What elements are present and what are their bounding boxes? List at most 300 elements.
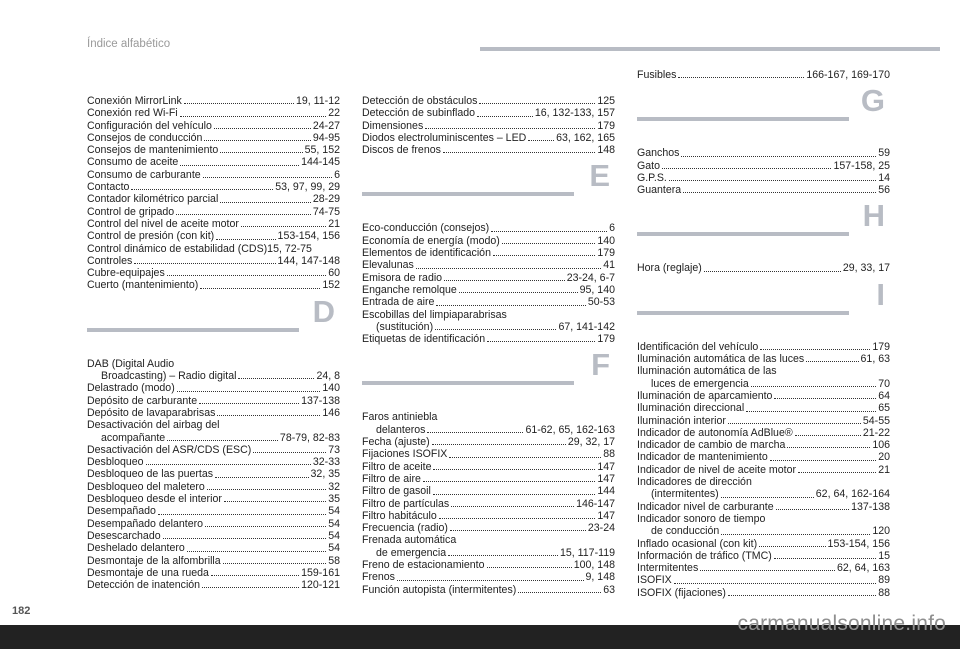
index-entry-line (87, 181, 340, 193)
index-entry (637, 69, 890, 81)
index-term: Emisora de radio (362, 271, 443, 284)
index-entry-line (87, 95, 340, 107)
index-term: Etiquetas de identificación (362, 333, 486, 346)
dot-leader (217, 415, 320, 416)
dot-leader (774, 558, 876, 559)
index-term: Freno de estacionamiento (362, 559, 485, 572)
index-entry-line (362, 296, 615, 308)
header-title: Índice alfabético (87, 38, 171, 50)
index-term: Iluminación direccional (637, 402, 745, 415)
page-reference: 106 (872, 439, 890, 452)
page-reference: 63 (603, 583, 615, 596)
page-reference: 54 (328, 529, 340, 542)
index-entry-line (87, 370, 340, 382)
dot-leader (180, 165, 299, 166)
index-entry (362, 120, 615, 132)
page-reference: 56 (878, 184, 890, 197)
page-reference: 153-154, 156 (277, 230, 340, 243)
index-entry (87, 382, 340, 394)
index-term: Iluminación automática de las (637, 365, 777, 378)
index-term: Detección de subinflado (362, 107, 476, 120)
dot-leader (158, 514, 326, 515)
page-reference: 64 (878, 389, 890, 402)
index-term: (sustitución) (376, 320, 434, 333)
index-term: Diodos electroluminiscentes – LED (362, 131, 527, 144)
dot-leader (528, 140, 554, 141)
index-entry (362, 461, 615, 473)
index-entry (637, 587, 890, 599)
index-entry (87, 407, 340, 419)
index-entry-line (87, 206, 340, 218)
section-letter: I (876, 276, 885, 312)
dot-leader (253, 452, 326, 453)
page-reference: 54 (328, 505, 340, 518)
dot-leader (207, 489, 326, 490)
dot-leader (134, 263, 275, 264)
index-entry (87, 107, 340, 119)
section-divider (637, 311, 849, 315)
dot-leader (518, 592, 601, 593)
index-entry-line (362, 120, 615, 132)
index-entry (362, 571, 615, 583)
index-term: Control de gripado (87, 205, 175, 218)
dot-leader (674, 583, 876, 584)
dot-leader (204, 140, 310, 141)
page-reference: 120 (872, 525, 890, 538)
index-entry-line (362, 95, 615, 107)
page-reference: 74-75 (312, 205, 340, 218)
dot-leader (491, 231, 607, 232)
index-entry (87, 193, 340, 205)
dot-leader (214, 128, 311, 129)
index-entry-line (87, 530, 340, 542)
index-term: Ganchos (637, 147, 680, 160)
page-reference: 88 (878, 586, 890, 599)
dot-leader (746, 411, 876, 412)
dot-leader (176, 214, 311, 215)
dot-leader (450, 530, 586, 531)
page-reference: 61-62, 65, 162-163 (525, 423, 615, 436)
page-reference: 54-55 (862, 414, 890, 427)
index-term: Hora (reglaje) (637, 262, 702, 275)
index-entry (87, 267, 340, 279)
dot-leader (477, 116, 533, 117)
index-term: Guantera (637, 184, 682, 197)
index-entry (87, 579, 340, 591)
page-reference: 23-24, 6-7 (566, 271, 615, 284)
dot-leader (487, 567, 572, 568)
index-entry-line (87, 505, 340, 517)
index-term: de conducción (651, 525, 720, 538)
index-term: Controles (87, 254, 133, 267)
dot-leader (241, 226, 326, 227)
dot-leader (751, 386, 876, 387)
index-entry-line (637, 550, 890, 562)
index-term: Desempañado (87, 505, 156, 518)
index-entry-line (87, 395, 340, 407)
index-entry (87, 95, 340, 107)
index-term: Elementos de identificación (362, 247, 491, 260)
page-reference: 9, 148 (585, 571, 615, 584)
index-entry (87, 156, 340, 168)
index-entry (362, 333, 615, 345)
section-letter: D (312, 293, 335, 329)
index-entry (87, 419, 340, 444)
index-term: Deshelado delantero (87, 542, 185, 555)
dot-leader (436, 305, 585, 306)
index-entry (362, 132, 615, 144)
index-entry-line (87, 230, 340, 242)
page-reference: 179 (597, 333, 615, 346)
index-entry (87, 555, 340, 567)
page-reference: 144 (597, 485, 615, 498)
index-entry-line (87, 468, 340, 480)
index-entry (637, 262, 890, 274)
dot-leader (774, 398, 876, 399)
index-entry-line (637, 160, 890, 172)
index-term: Conexión red Wi-Fi (87, 107, 178, 120)
header-divider (480, 47, 940, 51)
index-entry-line (362, 498, 615, 510)
index-entry-line (87, 444, 340, 456)
index-entry-line (637, 365, 890, 377)
index-entry-line (87, 382, 340, 394)
dot-leader (211, 575, 299, 576)
page-reference: 100, 148 (573, 559, 615, 572)
index-entry-line (637, 69, 890, 81)
dot-leader (704, 271, 841, 272)
page-reference: 63, 162, 165 (556, 131, 615, 144)
index-entry (637, 476, 890, 501)
page-reference: 137-138 (851, 500, 890, 513)
index-entry (87, 481, 340, 493)
index-entry-line (362, 235, 615, 247)
index-term: Dimensiones (362, 119, 424, 132)
index-entry-line (87, 456, 340, 468)
index-entry (87, 456, 340, 468)
dot-leader (224, 501, 326, 502)
section-header (637, 198, 890, 254)
index-entry-line (362, 522, 615, 534)
index-entry (362, 259, 615, 271)
dot-leader (203, 177, 332, 178)
index-entry-line (87, 567, 340, 579)
section-divider (362, 381, 574, 385)
dot-leader (787, 447, 870, 448)
index-entry-line (637, 574, 890, 586)
index-entry-line (362, 333, 615, 345)
index-entry (87, 243, 340, 255)
index-term: Depósito de carburante (87, 394, 198, 407)
index-term: Desbloqueo desde el interior (87, 493, 222, 506)
page-reference: 32-33 (312, 456, 340, 469)
section-letter: G (860, 83, 885, 119)
page-reference: 32, 35 (310, 468, 340, 481)
index-entry-line (362, 461, 615, 473)
page-reference: 147 (597, 509, 615, 522)
index-term: Iluminación de aparcamiento (637, 389, 773, 402)
index-term: luces de emergencia (651, 377, 749, 390)
page-reference: 140 (322, 382, 340, 395)
index-term: Fusibles (637, 69, 677, 81)
index-entry (87, 132, 340, 144)
dot-leader (728, 595, 876, 596)
page-reference: 147 (597, 460, 615, 473)
index-entry-line (362, 259, 615, 271)
dot-leader (432, 444, 566, 445)
page-reference: 65 (878, 402, 890, 415)
page-reference: 179 (597, 119, 615, 132)
index-column-1 (87, 95, 340, 591)
index-entry (87, 120, 340, 132)
index-entry (87, 206, 340, 218)
index-entry-line (362, 107, 615, 119)
index-entry (87, 493, 340, 505)
index-term: Filtro de aceite (362, 460, 432, 473)
index-term: Indicador sonoro de tiempo (637, 512, 766, 525)
index-entry (87, 505, 340, 517)
index-entry (362, 235, 615, 247)
page-reference: 137-138 (301, 394, 340, 407)
index-term: de emergencia (376, 546, 447, 559)
index-term: Indicador de nivel de aceite motor (637, 463, 796, 476)
index-entry (362, 584, 615, 596)
section-divider (637, 232, 849, 236)
index-entry (362, 222, 615, 234)
index-term: Fijaciones ISOFIX (362, 448, 448, 461)
index-term: (intermitentes) (651, 488, 719, 501)
dot-leader (795, 435, 861, 436)
page-reference: 20 (878, 451, 890, 464)
index-term: Indicadores de dirección (637, 476, 752, 489)
index-entry-line (87, 542, 340, 554)
page-reference: 55, 152 (304, 144, 340, 157)
index-entry-line (362, 247, 615, 259)
index-entry-line (362, 321, 615, 333)
index-entry-line (637, 587, 890, 599)
page-reference: 41 (603, 259, 615, 272)
index-entry (637, 365, 890, 390)
index-term: Consejos de conducción (87, 131, 203, 144)
page-reference: 28-29 (312, 193, 340, 206)
index-entry (87, 144, 340, 156)
index-term: Desmontaje de una rueda (87, 566, 209, 579)
dot-leader (681, 156, 876, 157)
index-entry-line (362, 424, 615, 436)
dot-leader (760, 349, 870, 350)
index-entry-line (87, 555, 340, 567)
index-term: Entrada de aire (362, 296, 435, 309)
page-reference: 148 (597, 144, 615, 157)
index-term: Conexión MirrorLink (87, 95, 182, 107)
page-reference: 16, 132-133, 157 (534, 107, 615, 120)
page-reference: 88 (603, 448, 615, 461)
index-entry (362, 448, 615, 460)
index-entry (637, 427, 890, 439)
index-entry (362, 559, 615, 571)
index-entry-line (637, 415, 890, 427)
index-term: Desactivación del ASR/CDS (ESC) (87, 443, 252, 456)
page-reference: 14 (878, 171, 890, 184)
index-entry (637, 172, 890, 184)
index-term: Desbloqueo de las puertas (87, 468, 214, 481)
index-term: Desempañado delantero (87, 517, 204, 530)
index-entry-line (637, 562, 890, 574)
index-entry (362, 510, 615, 522)
index-term: Frenos (362, 571, 395, 584)
index-entry-line (87, 481, 340, 493)
page-reference: 50-53 (587, 296, 615, 309)
index-entry-line (87, 419, 340, 431)
page-reference: 166-167, 169-170 (806, 69, 890, 81)
index-term: Cuerto (mantenimiento) (87, 279, 199, 292)
index-term: Economía de energía (modo) (362, 234, 500, 247)
index-entry (362, 144, 615, 156)
dot-leader (202, 587, 299, 588)
index-column-3 (637, 69, 890, 599)
index-entry (637, 451, 890, 463)
dot-leader (238, 378, 314, 379)
dot-leader (146, 464, 311, 465)
index-term: Función autopista (intermitentes) (362, 583, 517, 596)
index-entry (362, 534, 615, 559)
page-reference: 32 (328, 480, 340, 493)
page-reference: 159-161 (301, 566, 340, 579)
dot-leader (223, 563, 327, 564)
index-entry (637, 184, 890, 196)
index-entry-line (87, 579, 340, 591)
watermark: carmanualsonline.info (737, 612, 946, 635)
index-term: Fecha (ajuste) (362, 436, 430, 449)
index-entry-line (637, 525, 890, 537)
page-reference: 152 (322, 279, 340, 292)
page-reference: 144, 147-148 (277, 254, 340, 267)
section-divider (362, 192, 574, 196)
page-reference: 53, 97, 99, 29 (275, 181, 340, 194)
section-header (637, 83, 890, 139)
index-entry (362, 473, 615, 485)
page-reference: 62, 64, 162-164 (815, 488, 890, 501)
index-entry-line (637, 538, 890, 550)
index-entry-line (87, 120, 340, 132)
index-entry-line (87, 255, 340, 267)
index-entry (362, 284, 615, 296)
index-entry (362, 309, 615, 334)
page-reference: 23-24 (587, 522, 615, 535)
index-term: Indicador de autonomía AdBlue® (637, 426, 793, 439)
index-entry-line (362, 473, 615, 485)
dot-leader (163, 538, 327, 539)
index-term: Discos de frenos (362, 144, 441, 157)
page-reference: 94-95 (312, 131, 340, 144)
index-term: Indicador nivel de carburante (637, 500, 774, 513)
index-entry (637, 402, 890, 414)
index-entry (362, 247, 615, 259)
index-term: Desactivación del airbag del (87, 419, 220, 432)
dot-leader (205, 526, 326, 527)
index-entry-line (87, 218, 340, 230)
page-reference: 21 (328, 217, 340, 230)
index-term: Inflado ocasional (con kit) (637, 537, 758, 550)
index-entry (637, 390, 890, 402)
page-reference: 6 (609, 222, 615, 235)
index-entry-line (637, 427, 890, 439)
index-term: Enganche remolque (362, 283, 457, 296)
index-entry-line (637, 262, 890, 274)
section-header (362, 347, 615, 403)
index-entry-line (362, 222, 615, 234)
page-reference: 29, 33, 17 (842, 262, 890, 275)
page-reference: 15, 117-119 (560, 546, 615, 559)
dot-leader (721, 497, 814, 498)
page-reference: 146 (322, 406, 340, 419)
dot-leader (669, 180, 876, 181)
index-entry-line (362, 309, 615, 321)
dot-leader (433, 469, 595, 470)
index-entry (87, 530, 340, 542)
index-column-2 (362, 95, 615, 596)
index-entry-line (362, 510, 615, 522)
dot-leader (770, 460, 876, 461)
page-reference: 24-27 (312, 119, 340, 132)
index-entry (637, 574, 890, 586)
page-reference: 6 (334, 168, 340, 181)
page-reference: 58 (328, 554, 340, 567)
dot-leader (167, 275, 326, 276)
index-entry-line (362, 132, 615, 144)
section-letter: F (591, 347, 610, 383)
index-entry-line (87, 358, 340, 370)
index-entry-line (637, 390, 890, 402)
index-entry-line (87, 407, 340, 419)
index-entry (87, 218, 340, 230)
page-reference: 21-22 (862, 426, 890, 439)
index-entry-line (637, 402, 890, 414)
index-entry (87, 542, 340, 554)
page-reference: 140 (597, 234, 615, 247)
index-entry (637, 147, 890, 159)
index-entry (637, 341, 890, 353)
index-entry-line (637, 488, 890, 500)
index-term: Intermitentes (637, 562, 699, 575)
index-entry (637, 415, 890, 427)
index-term: Información de tráfico (TMC) (637, 549, 772, 562)
page-reference: 147 (597, 472, 615, 485)
index-term: Indicador de mantenimiento (637, 451, 768, 464)
index-entry (87, 358, 340, 383)
dot-leader (435, 329, 556, 330)
index-entry-line (637, 451, 890, 463)
dot-leader (216, 239, 275, 240)
page-reference: 54 (328, 517, 340, 530)
dot-leader (184, 103, 294, 104)
index-entry-line (637, 184, 890, 196)
index-term: Contacto (87, 181, 130, 194)
page-reference: 15 (878, 549, 890, 562)
index-entry (362, 296, 615, 308)
index-entry-line (87, 132, 340, 144)
index-entry-line (637, 147, 890, 159)
index-entry-line (362, 559, 615, 571)
index-entry-line (362, 272, 615, 284)
dot-leader (700, 570, 835, 571)
page-reference: 67, 141-142 (558, 320, 615, 333)
index-entry (637, 439, 890, 451)
page-reference: 144-145 (301, 156, 340, 169)
page-reference: 73 (328, 443, 340, 456)
index-entry-line (87, 267, 340, 279)
index-entry-line (362, 547, 615, 559)
